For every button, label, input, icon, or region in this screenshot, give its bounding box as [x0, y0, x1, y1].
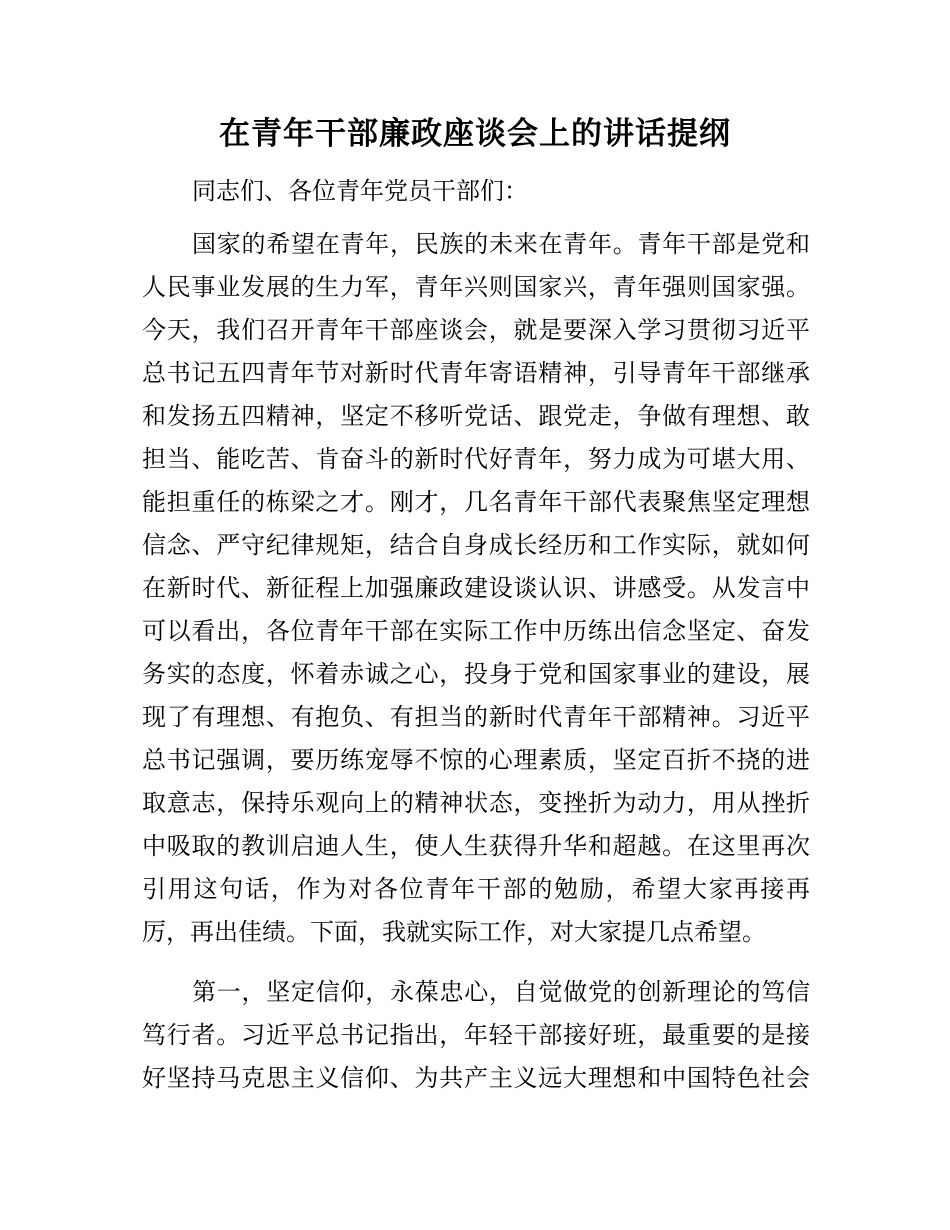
paragraph-1-line: 人民事业发展的生力军，青年兴则国家兴，青年强则国家强。	[142, 273, 810, 301]
paragraph-1-line: 总书记五四青年节对新时代青年寄语精神，引导青年干部继承	[142, 359, 810, 387]
paragraph-1-line: 能担重任的栋梁之才。刚才，几名青年干部代表聚焦坚定理想	[142, 488, 810, 516]
paragraph-1-line: 在新时代、新征程上加强廉政建设谈认识、讲感受。从发言中	[142, 574, 810, 602]
paragraph-1-line: 信念、严守纪律规矩，结合自身成长经历和工作实际，就如何	[142, 531, 810, 559]
salutation: 同志们、各位青年党员干部们：	[192, 177, 528, 205]
paragraph-1-line: 现了有理想、有抱负、有担当的新时代青年干部精神。习近平	[142, 703, 810, 731]
paragraph-1-line: 厉，再出佳绩。下面，我就实际工作，对大家提几点希望。	[142, 918, 766, 946]
document-title: 在青年干部廉政座谈会上的讲话提纲	[219, 116, 731, 152]
paragraph-1-line: 国家的希望在青年，民族的未来在青年。青年干部是党和	[192, 230, 810, 258]
paragraph-1-line: 中吸取的教训启迪人生，使人生获得升华和超越。在这里再次	[142, 832, 810, 860]
paragraph-1-line: 取意志，保持乐观向上的精神状态，变挫折为动力，用从挫折	[142, 789, 810, 817]
paragraph-1-line: 务实的态度，怀着赤诚之心，投身于党和国家事业的建设，展	[142, 660, 810, 688]
paragraph-1-line: 总书记强调，要历练宠辱不惊的心理素质，坚定百折不挠的进	[142, 746, 810, 774]
paragraph-1-line: 担当、能吃苦、肯奋斗的新时代好青年，努力成为可堪大用、	[142, 445, 810, 473]
paragraph-2-line: 好坚持马克思主义信仰、为共产主义远大理想和中国特色社会	[142, 1064, 810, 1092]
paragraph-1-line: 可以看出，各位青年干部在实际工作中历练出信念坚定、奋发	[142, 617, 810, 645]
paragraph-1-line: 今天，我们召开青年干部座谈会，就是要深入学习贯彻习近平	[142, 316, 810, 344]
paragraph-1-line: 和发扬五四精神，坚定不移听党话、跟党走，争做有理想、敢	[142, 402, 810, 430]
paragraph-2-line: 笃行者。习近平总书记指出，年轻干部接好班，最重要的是接	[142, 1021, 810, 1049]
paragraph-1-line: 引用这句话，作为对各位青年干部的勉励，希望大家再接再	[142, 875, 810, 903]
paragraph-2-line: 第一，坚定信仰，永葆忠心，自觉做党的创新理论的笃信	[192, 978, 810, 1006]
